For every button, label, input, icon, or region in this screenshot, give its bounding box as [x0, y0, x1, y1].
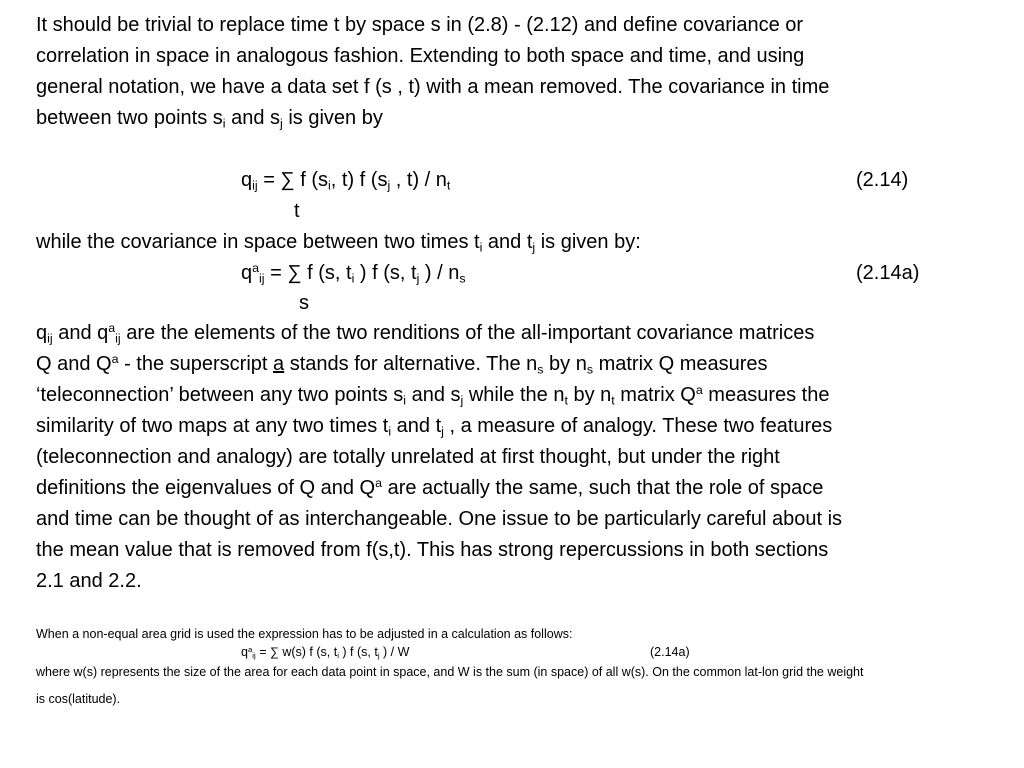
para1-line2: correlation in space in analogous fashion. Extending to both space and time, and using — [36, 45, 805, 67]
para2-line4: similarity of two maps at any two times $t_i$ and $t_j$ , a measure of analogy. These two features — [36, 415, 833, 439]
sum-index-s: s — [299, 292, 309, 314]
note-line4: is cos(latitude). — [36, 692, 121, 706]
equation-number-2-14a: (2.14a) — [856, 262, 920, 284]
equation-2-14: $q_{ij}$ = ∑ f ($s_i$, t) f ($s_j$ , $t) / n_t$ — [241, 169, 451, 193]
para2-line9: 2.1 and 2.2. — [36, 570, 142, 592]
note-equation-number: (2.14a) — [650, 645, 690, 659]
note-line1: When a non-equal area grid is used the expression has to be adjusted in a calculation as follows: — [36, 627, 573, 641]
note-line3: where w(s) represents the size of the area for each data point in space, and W is the sum (in space) of all w(s). On the common lat-lon grid the weight — [36, 665, 864, 679]
equation-number-2-14: (2.14) — [856, 169, 909, 191]
para1-line4: between two points $s_i$ and $s_j$ is given by — [36, 107, 383, 131]
while-line: while the covariance in space between two times $t_i$ and $t_j$ is given by: — [36, 231, 641, 255]
para2-line2: Q and $Q^a$ - the superscript a stands for alternative. The $n_s$ by $n_s$ matrix Q measures — [36, 352, 768, 377]
para2-line1: $q_{ij}$ and $q^a_{ij}$ are the elements of the two renditions of the all-important covariance matrices — [36, 321, 815, 346]
para2-line5: (teleconnection and analogy) are totally unrelated at first thought, but under the right — [36, 446, 780, 468]
para1-line1: It should be trivial to replace time t by space s in (2.8) - (2.12) and define covariance or — [36, 14, 804, 36]
sum-index-t: t — [294, 200, 300, 222]
para1-line3: general notation, we have a data set f (s , t) with a mean removed. The covariance in time — [36, 76, 830, 98]
para2-line8: the mean value that is removed from f(s,t). This has strong repercussions in both sections — [36, 539, 829, 561]
para2-line3: ‘teleconnection’ between any two points $s_i$ and $s_j$ while the $n_t$ by $n_t$ matrix $Q^a$ measures the — [36, 383, 830, 408]
para2-line7: and time can be thought of as interchangeable. One issue to be particularly careful about is — [36, 508, 843, 530]
para2-line6: definitions the eigenvalues of Q and $Q^a$ are actually the same, such that the role of space — [36, 476, 824, 499]
note-equation: $q^a_{ij}$ = ∑ w(s) f (s, $t_i$ ) f (s, $t_j$ ) / W — [241, 644, 410, 661]
equation-2-14a: $q^a_{ij}$ = ∑ f (s, $t_i$ ) f (s, $t_j$ ) / $n_s$ — [241, 261, 466, 286]
